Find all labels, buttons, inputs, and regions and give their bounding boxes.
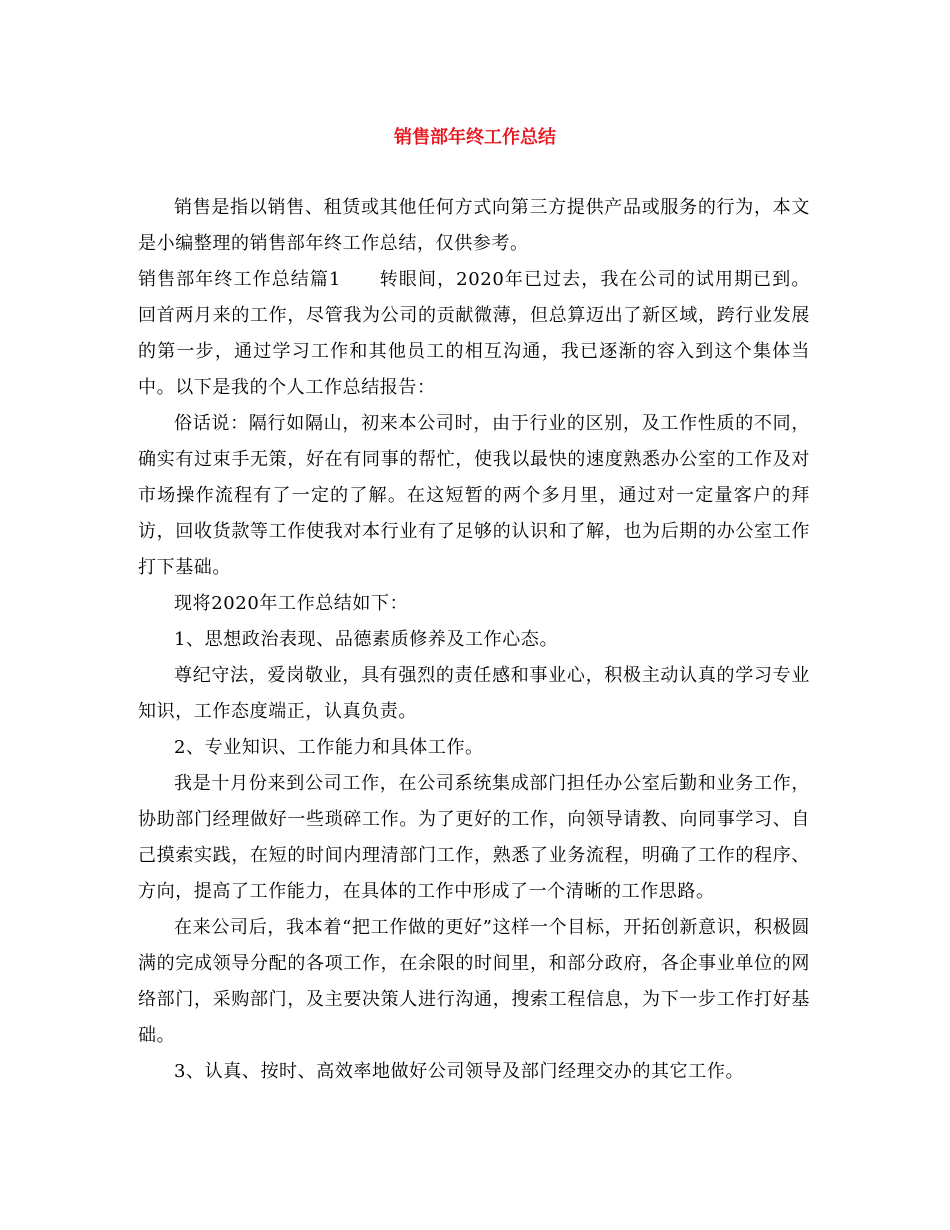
section-heading-1: 1、思想政治表现、品德素质修养及工作心态。: [174, 629, 559, 650]
document-body: [138, 190, 810, 1090]
paragraph-summary-lead: 现将2020年工作总结如下：: [174, 593, 409, 614]
paragraph-opening: 销售部年终工作总结篇1 转眼间，2020年已过去，我在公司的试用期已到。回首两月来的工作，尽管我为公司的贡献微薄，但总算迈出了新区域，跨行业发展的第一步，通过学习工作和其他员工的相互沟通，我已逐渐的容入到这个集体当中。以下是我的个人工作总结报告：: [138, 269, 810, 398]
page-title: 销售部年终工作总结: [394, 127, 556, 148]
paragraph-section-1: 尊纪守法，爱岗敬业，具有强烈的责任感和事业心，积极主动认真的学习专业知识，工作态度端正，认真负责。: [138, 665, 810, 722]
paragraph-section-2b: 在来公司后，我本着“把工作做的更好”这样一个目标，开拓创新意识，积极圆满的完成领导分配的各项工作，在余限的时间里，和部分政府，各企事业单位的网络部门，采购部门，及主要决策人进行沟通，搜索工程信息，为下一步工作打好基础。: [138, 917, 810, 1046]
paragraph-proverb: 俗话说：隔行如隔山，初来本公司时，由于行业的区别，及工作性质的不同，确实有过束手无策，好在有同事的帮忙，使我以最快的速度熟悉办公室的工作及对市场操作流程有了一定的了解。在这短暂的两个多月里，通过对一定量客户的拜访，回收货款等工作使我对本行业有了足够的认识和了解，也为后期的办公室工作打下基础。: [138, 413, 810, 578]
paragraph-section-2a: 我是十月份来到公司工作，在公司系统集成部门担任办公室后勤和业务工作，协助部门经理做好一些琐碎工作。为了更好的工作，向领导请教、向同事学习、自己摸索实践，在短的时间内理清部门工作，熟悉了业务流程，明确了工作的程序、方向，提高了工作能力，在具体的工作中形成了一个清晰的工作思路。: [138, 773, 810, 902]
section-heading-2: 2、专业知识、工作能力和具体工作。: [174, 737, 484, 758]
paragraph-intro: 销售是指以销售、租赁或其他任何方式向第三方提供产品或服务的行为，本文是小编整理的销售部年终工作总结，仅供参考。: [138, 197, 810, 254]
section-heading-3: 3、认真、按时、高效率地做好公司领导及部门经理交办的其它工作。: [174, 1061, 745, 1082]
